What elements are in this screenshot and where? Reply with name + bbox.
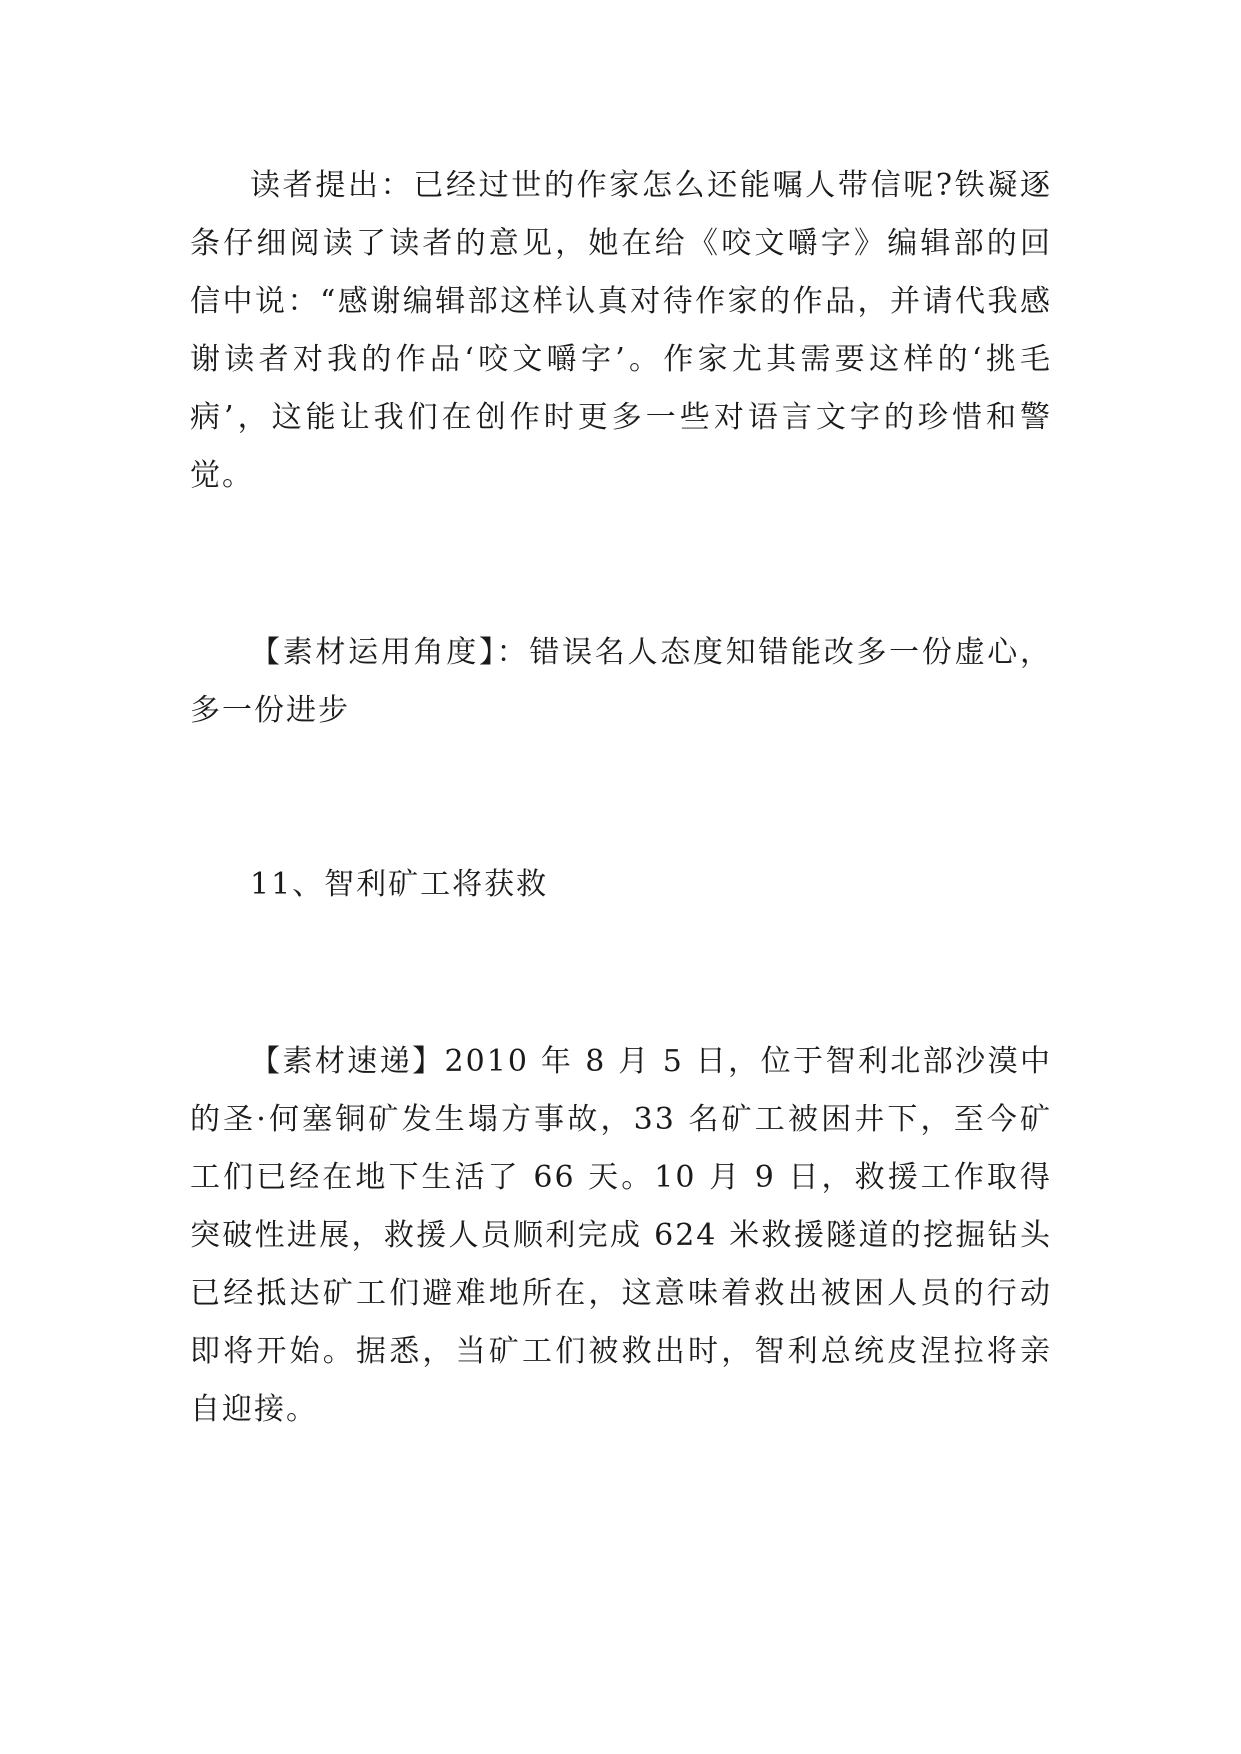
paragraph-reader-feedback: 读者提出：已经过世的作家怎么还能嘱人带信呢?铁凝逐条仔细阅读了读者的意见，她在给《咬文嚼字》编辑部的回信中说：“感谢编辑部这样认真对待作家的作品，并请代我感谢读者对我的作品‘咬文嚼字’。作家尤其需要这样的‘挑毛病’，这能让我们在创作时更多一些对语言文字的珍惜和警觉。 [190, 168, 1052, 493]
paragraph-material-express: 【素材速递】2010 年 8 月 5 日，位于智利北部沙漠中的圣·何塞铜矿发生塌方事故，33 名矿工被困井下，至今矿工们已经在地下生活了 66 天。10 月 9 日，救援工作取得突破性进展，救援人员顺利完成 624 米救援隧道的挖掘钻头已经抵达矿工们避难地所在，这意味着救出被困人员的行动即将开始。据悉，当矿工们被救出时，智利总统皮涅拉将亲自迎接。 [190, 1044, 1052, 1427]
paragraph-material-usage-angle: 【素材运用角度】：错误名人态度知错能改多一份虚心，多一份进步 [190, 635, 1052, 728]
section-heading-chile-miners: 11、智利矿工将获救 [250, 867, 549, 902]
